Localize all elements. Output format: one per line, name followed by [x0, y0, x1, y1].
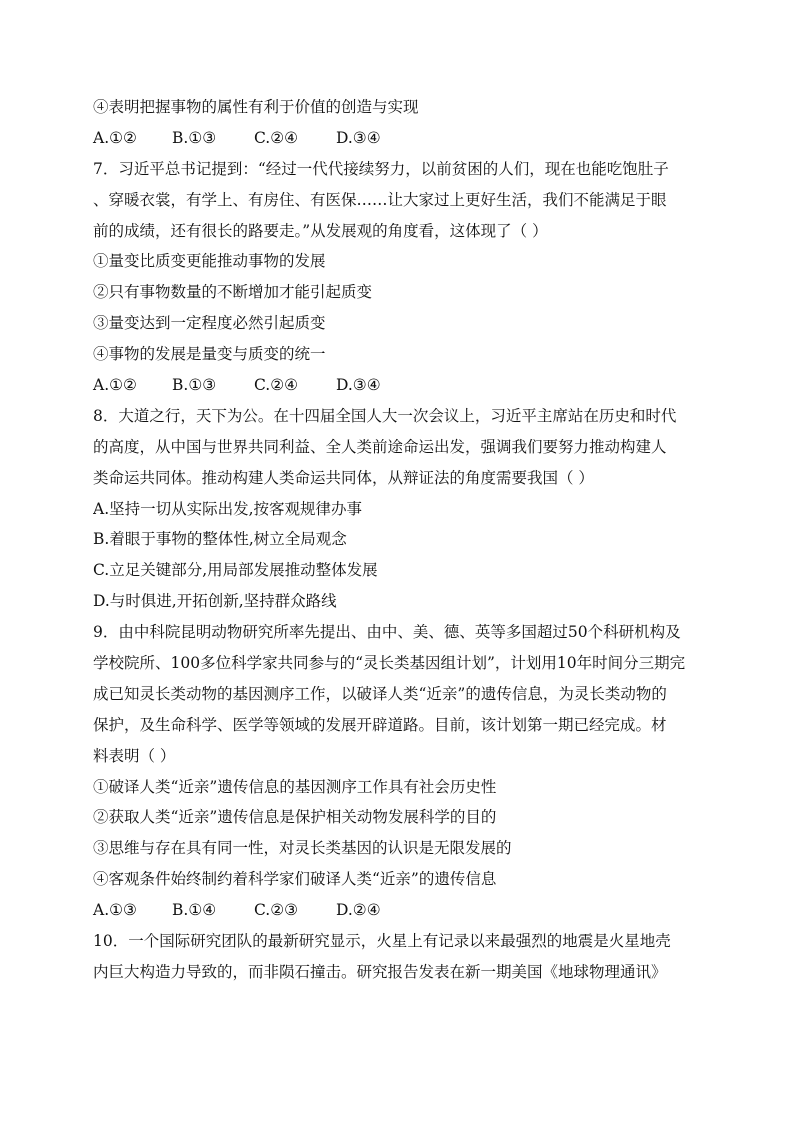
q9-stem-line-3: 成已知灵长类动物的基因测序工作，以破译人类“近亲”的遗传信息，为灵长类动物的: [93, 684, 667, 703]
q9-stem-line-4: 保护，及生命科学、医学等领域的发展开辟道路。目前，该计划第一期已经完成。材: [93, 715, 667, 734]
q8-choice-d[interactable]: D.与时俱进,开拓创新,坚持群众路线: [93, 592, 337, 611]
q7-stem-line-2: 、穿暖衣裳，有学上、有房住、有医保……让大家过上更好生活，我们不能满足于眼: [93, 190, 667, 209]
q7-choices: [93, 370, 703, 401]
q9-option-2: ②获取人类“近亲”遗传信息是保护相关动物发展科学的目的: [93, 808, 497, 827]
q8-choice-b[interactable]: B.着眼于事物的整体性,树立全局观念: [93, 530, 347, 549]
choice-c[interactable]: C.②④: [254, 376, 299, 395]
choice-d[interactable]: D.②④: [336, 901, 381, 920]
q8-stem-line-3: 类命运共同体。推动构建人类命运共同体，从辩证法的角度需要我国（ ）: [93, 468, 594, 487]
q7-option-1: ①量变比质变更能推动事物的发展: [93, 252, 326, 271]
choice-c[interactable]: C.②③: [254, 901, 299, 920]
q7-stem-line-3: 前的成绩，还有很长的路要走。”从发展观的角度看，这体现了（ ）: [93, 221, 548, 240]
choice-d[interactable]: D.③④: [336, 376, 381, 395]
choice-d[interactable]: D.③④: [336, 128, 381, 147]
q9-option-3: ③思维与存在具有同一性，对灵长类基因的认识是无限发展的: [93, 839, 512, 858]
prev-question-option-4: ④表明把握事物的属性有利于价值的创造与实现: [93, 98, 419, 116]
q8-choice-a[interactable]: A.坚持一切从实际出发,按客观规律办事: [93, 499, 363, 518]
q10-stem-line-1: 10．一个国际研究团队的最新研究显示，火星上有记录以来最强烈的地震是火星地壳: [93, 932, 671, 951]
choice-c[interactable]: C.②④: [254, 128, 299, 147]
q9-option-4: ④客观条件始终制约着科学家们破译人类“近亲”的遗传信息: [93, 870, 497, 889]
q9-option-1: ①破译人类“近亲”遗传信息的基因测序工作具有社会历史性: [93, 777, 497, 796]
q8-choice-c[interactable]: C.立足关键部分,用局部发展推动整体发展: [93, 561, 378, 580]
choice-b[interactable]: B.①④: [172, 901, 217, 920]
q9-stem-line-2: 学校院所、100多位科学家共同参与的“灵长类基因组计划”，计划用10年时间分三期完: [93, 654, 686, 673]
q7-option-2: ②只有事物数量的不断增加才能引起质变: [93, 283, 373, 302]
q7-option-4: ④事物的发展是量变与质变的统一: [93, 345, 326, 364]
q9-stem-line-1: 9．由中科院昆明动物研究所率先提出、由中、美、德、英等多国超过50个科研机构及: [93, 623, 681, 642]
choice-a[interactable]: A.①②: [93, 376, 137, 395]
prev-question-choices: [93, 123, 703, 154]
q7-option-3: ③量变达到一定程度必然引起质变: [93, 314, 326, 333]
q9-stem-line-5: 料表明（ ）: [93, 746, 176, 765]
choice-a[interactable]: A.①②: [93, 128, 137, 147]
q8-stem-line-1: 8．大道之行，天下为公。在十四届全国人大一次会议上，习近平主席站在历史和时代: [93, 406, 677, 425]
q9-choices: [93, 895, 703, 926]
q10-stem-line-2: 内巨大构造力导致的，而非陨石撞击。研究报告发表在新一期美国《地球物理通讯》: [93, 962, 667, 981]
q8-stem-line-2: 的高度，从中国与世界共同利益、全人类前途命运出发，强调我们要努力推动构建人: [93, 437, 667, 456]
choice-a[interactable]: A.①③: [93, 901, 137, 920]
q7-stem-line-1: 7．习近平总书记提到：“经过一代代接续努力，以前贫困的人们，现在也能吃饱肚子: [93, 159, 669, 178]
exam-page: [93, 92, 703, 988]
choice-b[interactable]: B.①③: [172, 128, 217, 147]
choice-b[interactable]: B.①③: [172, 376, 217, 395]
